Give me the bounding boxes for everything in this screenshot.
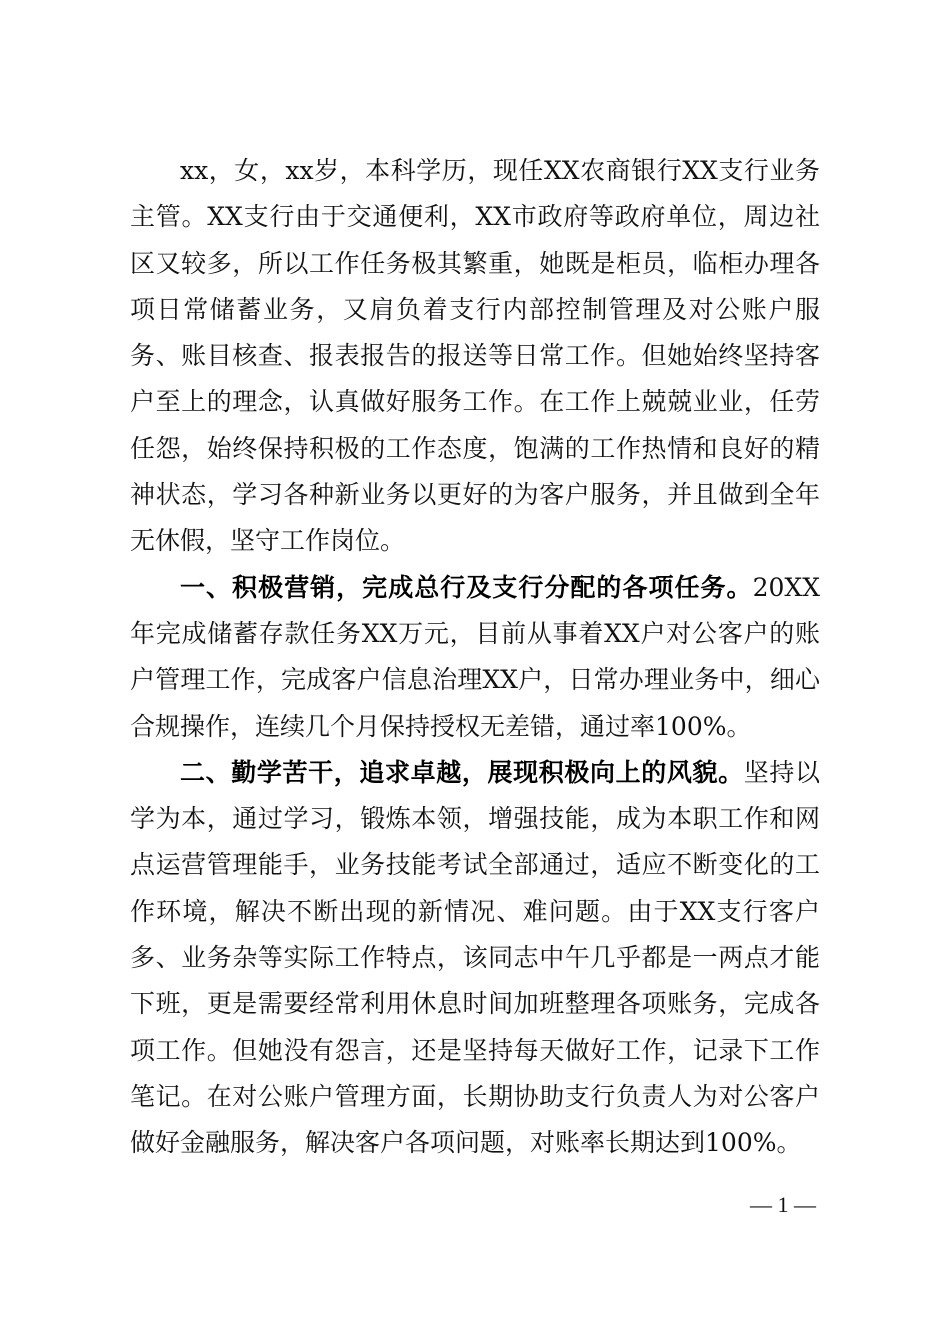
paragraph-heading: 一、积极营销，完成总行及支行分配的各项任务。 (180, 572, 753, 602)
paragraph-heading: 二、勤学苦干，追求卓越，展现积极向上的风貌。 (180, 757, 744, 787)
paragraph-text: 20XX年完成储蓄存款任务XX万元，目前从事着XX户对公客户的账户管理工作，完成客户信息治理XX户，日常办理业务中，细心合规操作，连续几个月保持授权无差错，通过率100%。 (130, 572, 820, 741)
page-number: — 1 — (750, 1192, 816, 1217)
document-body (130, 148, 820, 1167)
paragraph-text: xx，女，xx岁，本科学历，现任XX农商银行XX支行业务主管。XX支行由于交通便利，XX市政府等政府单位，周边社区又较多，所以工作任务极其繁重，她既是柜员，临柜办理各项日常储蓄业务，又肩负着支行内部控制管理及对公账户服务、账目核查、报表报告的报送等日常工作。但她始终坚持客户至上的理念，认真做好服务工作。在工作上兢兢业业，任劳任怨，始终保持积极的工作态度，饱满的工作热情和良好的精神状态，学习各种新业务以更好的为客户服务，并且做到全年无休假，坚守工作岗位。 (130, 156, 820, 556)
paragraph-intro (130, 148, 820, 565)
paragraph-marketing (130, 565, 820, 750)
paragraph-diligence (130, 750, 820, 1167)
paragraph-text: 坚持以学为本，通过学习，锻炼本领，增强技能，成为本职工作和网点运营管理能手，业务技能考试全部通过，适应不断变化的工作环境，解决不断出现的新情况、难问题。由于XX支行客户多、业务杂等实际工作特点，该同志中午几乎都是一两点才能下班，更是需要经常利用休息时间加班整理各项账务，完成各项工作。但她没有怨言，还是坚持每天做好工作，记录下工作笔记。在对公账户管理方面，长期协助支行负责人为对公客户做好金融服务，解决客户各项问题，对账率长期达到100%。 (130, 757, 820, 1158)
